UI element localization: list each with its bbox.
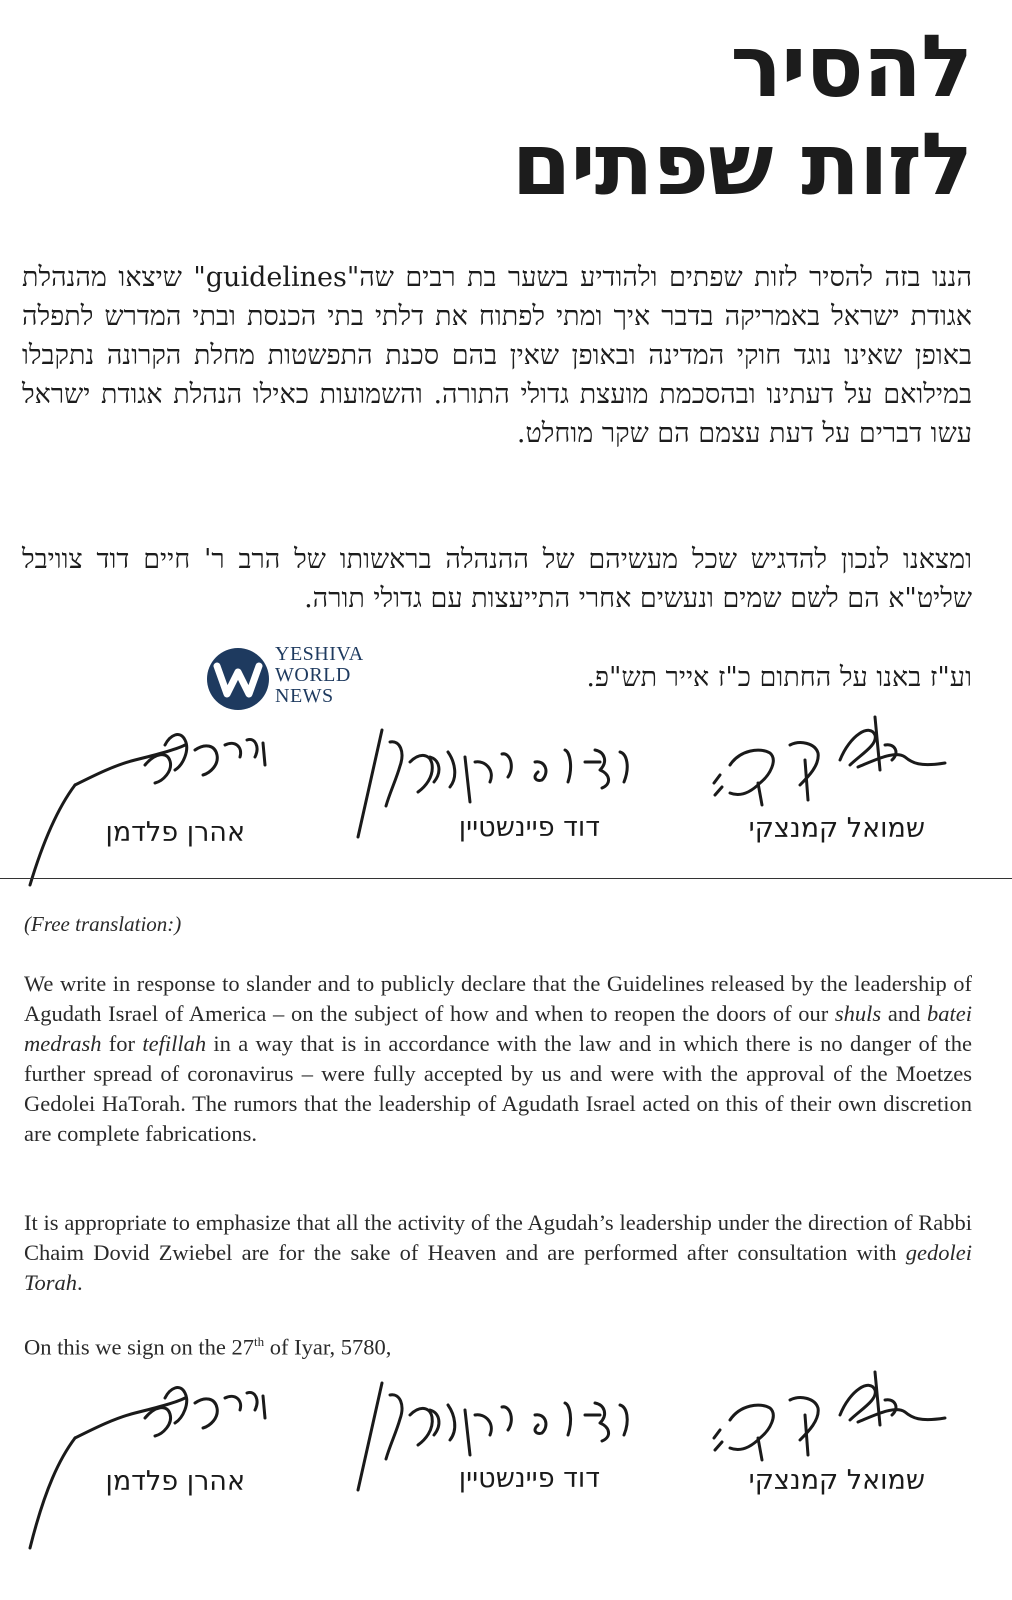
hebrew-paragraph-1: הננו בזה להסיר לזות שפתים ולהודיע בשער בת רבים שה"guidelines" שיצאו מהנהלת אגודת ישראל באמריקה בדבר איך ומתי לפתוח את דלתי בתי הכנסת ובתי המדרש לתפלה באופן שאינו נוגד חוקי המדינה ובאופן שאין בהם סכנת התפשטות מחלת הקרונה נתקבלו במילואם על דעתינו ובהסכמת מועצת גדולי התורה. והשמועות כאילו הנהלת אגודת ישראל עשו דברים על דעת עצמם הם שקר מוחלט. bbox=[22, 262, 972, 449]
translation-note: (Free translation:) bbox=[24, 912, 182, 936]
en-p2-gedolei: gedolei Torah bbox=[24, 1240, 972, 1295]
title-line-1: להסיר bbox=[730, 17, 972, 117]
en-p2-end: . bbox=[76, 1270, 83, 1295]
signature-name-feldman: אהרן פלדמן bbox=[105, 817, 245, 848]
section-divider bbox=[0, 878, 1012, 879]
en-date-ordinal: th bbox=[254, 1334, 265, 1349]
hebrew-date-line: וע"ז באנו על החתום כ"ז אייר תש"פ. bbox=[586, 662, 972, 693]
logo-wordmark bbox=[275, 644, 364, 707]
handwritten-signature-feldman bbox=[15, 725, 285, 895]
signature-kamenetsky-bottom bbox=[700, 1360, 960, 1510]
english-date-line bbox=[24, 1327, 391, 1363]
signature-feinstein-top bbox=[330, 722, 640, 862]
ywn-logo-icon bbox=[205, 646, 271, 712]
english-paragraph-2 bbox=[24, 1208, 972, 1298]
en-date-suffix: of Iyar, 5780, bbox=[264, 1334, 392, 1360]
en-p2-part-a: It is appropriate to emphasize that all the activity of the Agudah’s leadership under the direction of Rabbi Chaim Dovid Zwiebel are for the sake of Heaven and are performed after consultation with bbox=[24, 1210, 972, 1265]
logo-line-3: NEWS bbox=[275, 685, 334, 707]
en-p1-batei: batei medrash bbox=[24, 1001, 972, 1056]
logo-line-2: WORLD bbox=[275, 664, 351, 686]
en-p1-tefillah: tefillah bbox=[142, 1031, 207, 1056]
en-p1-and: and bbox=[881, 1001, 927, 1026]
hebrew-title bbox=[372, 18, 972, 214]
signature-name-feinstein-2: דוד פיינשטיין bbox=[458, 1463, 600, 1494]
signature-name-kamenetsky-2: שמואל קמנצקי bbox=[748, 1465, 925, 1496]
hebrew-paragraph-2: ומצאנו לנכון להדגיש שכל מעשיהם של ההנהלה בראשותו של הרב ר' חיים דוד צוויבל שליט"א הם לשם שמים ונעשים אחרי התייעצות עם גדולי תורה. bbox=[22, 544, 972, 614]
signature-name-feldman-2: אהרן פלדמן bbox=[105, 1466, 245, 1497]
signature-name-kamenetsky: שמואל קמנצקי bbox=[748, 813, 925, 844]
signature-name-feinstein: דוד פיינשטיין bbox=[458, 812, 600, 843]
en-p1-for: for bbox=[101, 1031, 143, 1056]
signature-kamenetsky-top bbox=[700, 705, 960, 855]
english-paragraph-1 bbox=[24, 969, 972, 1149]
en-p1-part-a: We write in response to slander and to publicly declare that the Guidelines released by the leadership of Agudath Israel of America – on the subject of how and when to reopen the doors of our bbox=[24, 971, 972, 1026]
en-p1-shuls: shuls bbox=[834, 1001, 882, 1026]
title-line-2: לזות שפתים bbox=[511, 115, 972, 215]
signature-feinstein-bottom bbox=[330, 1375, 640, 1515]
en-date-prefix: On this we sign on the 27 bbox=[24, 1334, 254, 1360]
yeshiva-world-news-logo bbox=[205, 644, 395, 710]
en-p1-part-b: in a way that is in accordance with the law and in which there is no danger of the further spread of coronavirus – were fully accepted by us and were with the approval of the Moetzes Gedolei HaTorah. The rumors that the leadership of Agudath Israel acted on this of their own discretion are complete fabrications. bbox=[24, 1031, 972, 1146]
handwritten-signature-feinstein-2 bbox=[330, 1375, 640, 1515]
signature-feldman-bottom bbox=[15, 1378, 285, 1558]
signature-feldman-top bbox=[15, 725, 285, 895]
logo-line-1: YESHIVA bbox=[275, 643, 364, 665]
